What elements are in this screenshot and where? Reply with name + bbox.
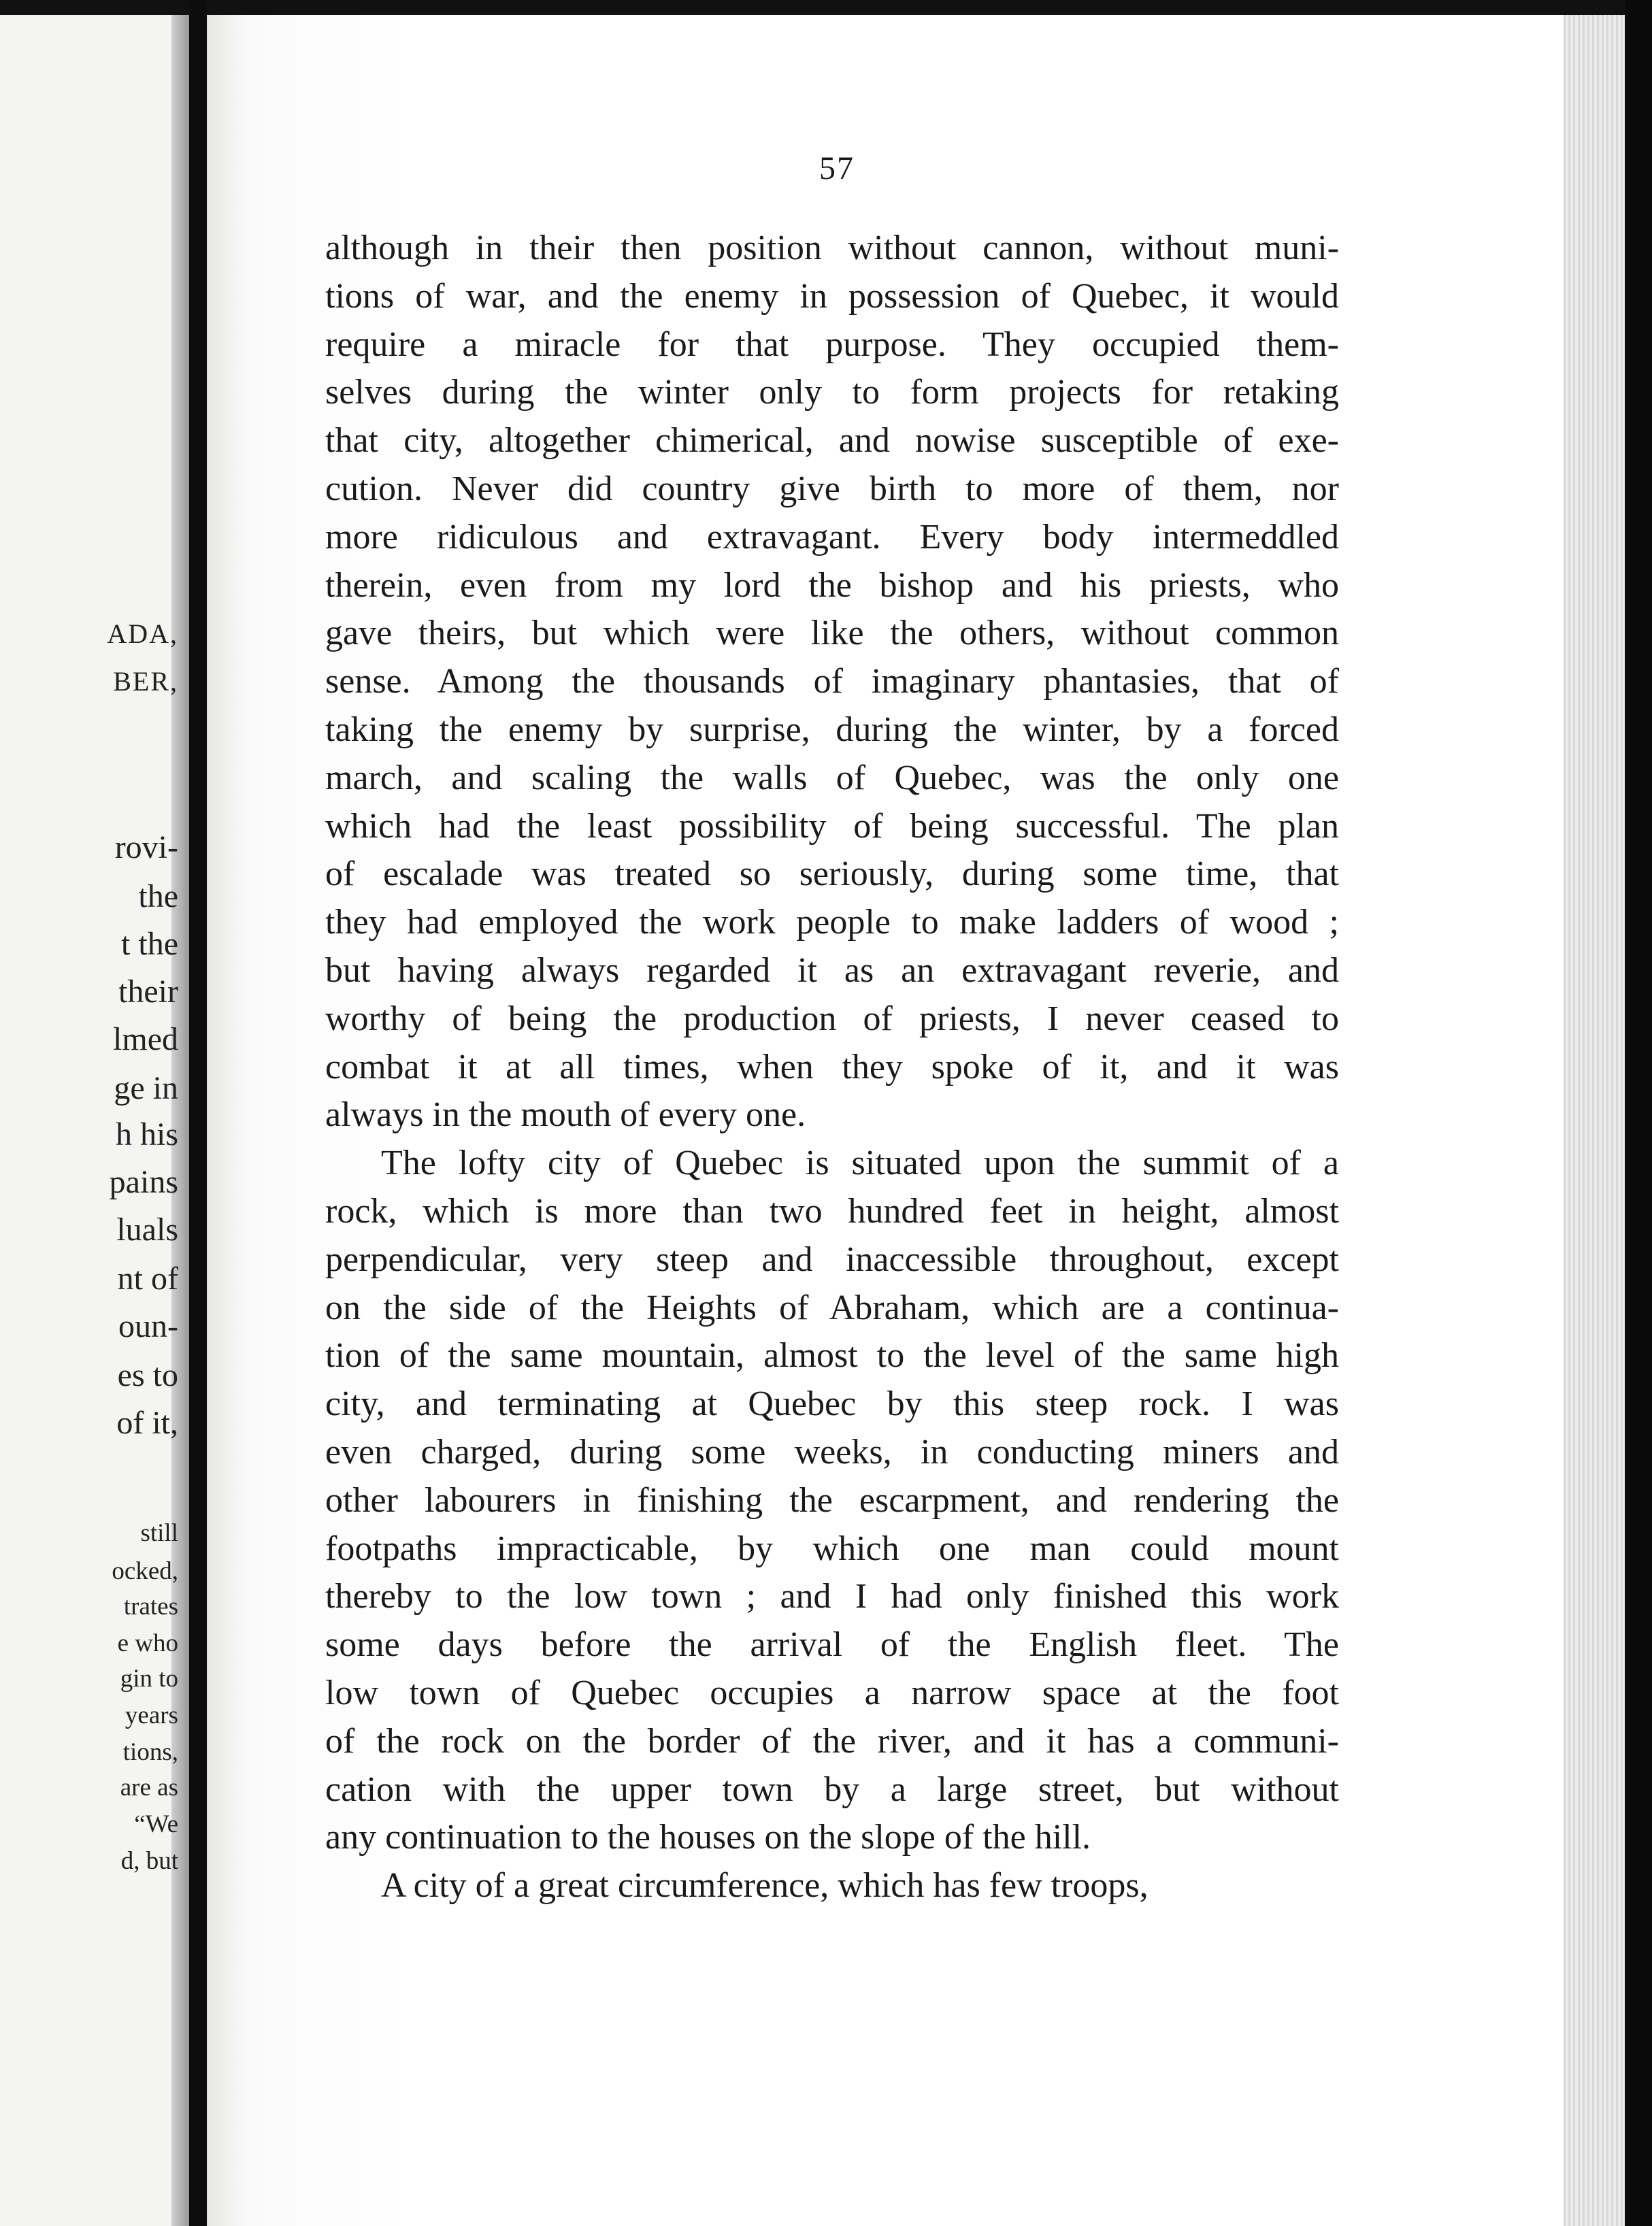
text-line: combat it at all times, when they spoke of it, and it was xyxy=(325,1047,1339,1086)
text-line: gave theirs, but which were like the others, without common xyxy=(325,614,1339,653)
scan-top-border xyxy=(0,0,1652,15)
facing-page-fragment: es to xyxy=(117,1357,178,1393)
text-line: of the rock on the border of the river, and it has a communi- xyxy=(325,1721,1339,1761)
text-line: march, and scaling the walls of Quebec, was the only one xyxy=(325,758,1339,797)
text-line: require a miracle for that purpose. They occupied them- xyxy=(325,325,1339,364)
text-line: thereby to the low town ; and I had only finished this work xyxy=(325,1577,1339,1616)
facing-page-fragment: are as xyxy=(120,1774,178,1801)
scan-right-border xyxy=(1625,0,1652,2226)
page-number: 57 xyxy=(819,150,855,186)
text-line: which had the least possibility of being successful. The plan xyxy=(325,806,1339,846)
facing-page-fragment: oun- xyxy=(118,1308,178,1344)
facing-page-fragment: d, but xyxy=(120,1847,178,1875)
stacked-page-edges xyxy=(1564,15,1625,2226)
text-line: tions of war, and the enemy in possession of Quebec, it would xyxy=(325,276,1339,316)
text-line: although in their then position without cannon, without muni- xyxy=(325,229,1339,267)
text-line: cution. Never did country give birth to more of them, nor xyxy=(325,469,1339,508)
text-line: The lofty city of Quebec is situated upon the summit of a xyxy=(381,1144,1339,1183)
facing-page-fragment: lmed xyxy=(113,1021,178,1057)
text-line: A city of a great circumference, which has few troops, xyxy=(381,1866,1149,1906)
text-line: tion of the same mountain, almost to the level of the same high xyxy=(325,1336,1339,1376)
facing-page-fragment: ocked, xyxy=(112,1557,178,1585)
facing-page-fragment: trates xyxy=(123,1593,178,1621)
text-line: more ridiculous and extravagant. Every body intermeddled xyxy=(325,517,1339,556)
facing-page-fragment: the xyxy=(138,878,178,914)
text-line: taking the enemy by surprise, during the winter, by a forced xyxy=(325,710,1339,749)
facing-page-fragment: ge in xyxy=(114,1070,178,1106)
text-line: perpendicular, very steep and inaccessible throughout, except xyxy=(325,1240,1339,1279)
text-line: that city, altogether chimerical, and nowise susceptible of exe- xyxy=(325,421,1339,461)
text-line: therein, even from my lord the bishop and his priests, who xyxy=(325,565,1339,605)
facing-page-fragment: tions, xyxy=(122,1738,178,1766)
facing-page-fragment: years xyxy=(125,1701,178,1729)
text-line: on the side of the Heights of Abraham, which are a continua- xyxy=(325,1288,1339,1327)
facing-page-fragment: rovi- xyxy=(114,829,178,865)
facing-page-fragment: gin to xyxy=(120,1665,178,1693)
text-line: city, and terminating at Quebec by this steep rock. I was xyxy=(325,1384,1339,1424)
text-line: any continuation to the houses on the slope of the hill. xyxy=(325,1818,1091,1857)
facing-page-fragment: of it, xyxy=(116,1405,178,1441)
text-line: footpaths impracticable, by which one man could mount xyxy=(325,1529,1339,1568)
facing-page-fragment: their xyxy=(118,974,178,1010)
text-line: but having always regarded it as an extravagant reverie, and xyxy=(325,950,1339,990)
facing-page-fragment: BER, xyxy=(113,666,178,697)
text-line: other labourers in finishing the escarpment, and rendering the xyxy=(325,1480,1339,1520)
text-line: rock, which is more than two hundred feet in height, almost xyxy=(325,1191,1339,1231)
facing-page-fragment: luals xyxy=(116,1212,178,1248)
text-line: some days before the arrival of the English fleet. The xyxy=(325,1625,1339,1665)
book-gutter xyxy=(189,0,207,2226)
text-line: low town of Quebec occupies a narrow space at the foot xyxy=(325,1673,1339,1712)
facing-page-fragment: pains xyxy=(109,1164,178,1200)
text-line: even charged, during some weeks, in conducting miners and xyxy=(325,1432,1339,1472)
text-line: selves during the winter only to form projects for retaking xyxy=(325,373,1339,412)
text-line: cation with the upper town by a large street, but without xyxy=(325,1770,1339,1809)
facing-page-fragment: “We xyxy=(134,1810,178,1838)
text-line: they had employed the work people to make ladders of wood ; xyxy=(325,903,1339,942)
text-line: worthy of being the production of priests, I never ceased to xyxy=(325,999,1339,1038)
text-line: always in the mouth of every one. xyxy=(325,1095,806,1135)
facing-page-fragment: h his xyxy=(115,1116,178,1152)
text-line: sense. Among the thousands of imaginary phantasies, that of xyxy=(325,662,1339,701)
facing-page-fragment: nt of xyxy=(117,1261,178,1297)
facing-page-fragment: t the xyxy=(121,926,178,962)
body-text xyxy=(325,225,1339,1910)
facing-page-fragment: e who xyxy=(117,1629,178,1657)
text-line: of escalade was treated so seriously, during some time, that xyxy=(325,854,1339,894)
facing-page-fragment: still xyxy=(140,1519,178,1547)
facing-page-fragment: ADA, xyxy=(107,618,178,649)
